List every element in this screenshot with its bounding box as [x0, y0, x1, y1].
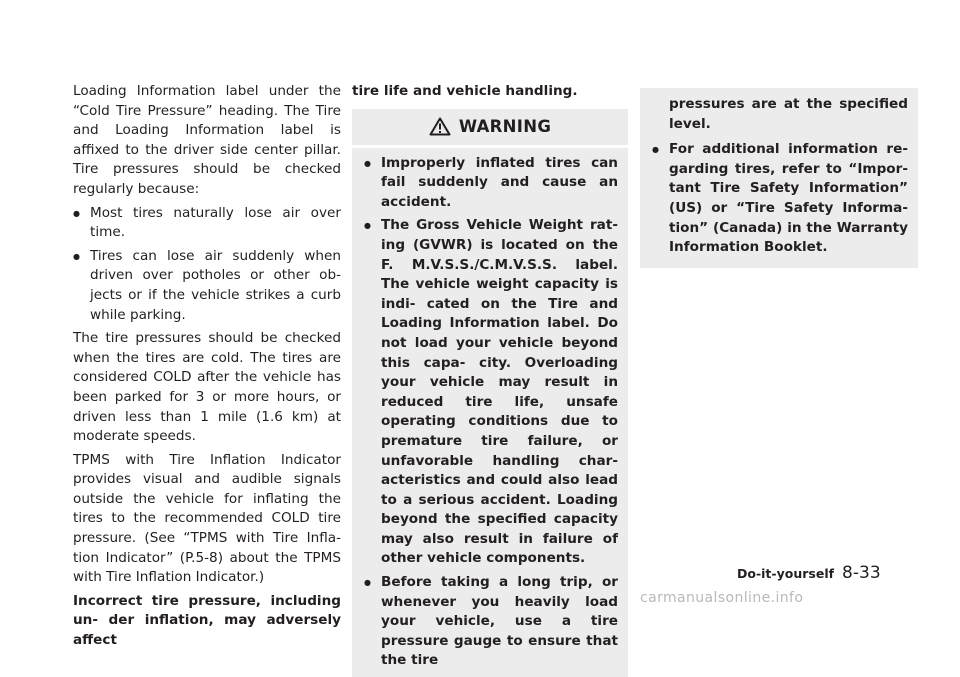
section-title: Do-it-yourself: [737, 566, 835, 581]
warning-list: [652, 140, 908, 258]
warning-triangle-icon: [429, 117, 451, 136]
page-footer: [737, 563, 881, 583]
column-right: [640, 82, 918, 268]
warning-item: ● The Gross Vehicle Weight rat- ing (GVWR) is located on the F. M.V.S.S./C.M.V.S.S. label. The vehicle weight capacity is indi- cated on the Tire and Loading Information label. Do not load your vehicle beyond this capa- city. Overloading your vehicle may result in reduced tire life, unsafe operating conditions due to premature tire failure, or unfavorable handling char- acteristics and could also lead to a serious accident. Loading beyond the specified capacity may also result in failure of other vehicle components.: [364, 216, 618, 569]
warning-header: [352, 109, 628, 145]
bullet-list: [73, 204, 341, 326]
list-item: ● Most tires naturally lose air over time.: [73, 204, 341, 243]
warning-box: [352, 148, 628, 677]
watermark: carmanualsonline.info: [640, 590, 804, 606]
page-number: 8-33: [842, 563, 881, 583]
warning-item: ● Before taking a long trip, or whenever you heavily load your vehicle, use a tire pressure gauge to ensure that the tire: [364, 573, 618, 671]
column-middle: [352, 82, 628, 677]
warning-item: ● Improperly inflated tires can fail suddenly and cause an accident.: [364, 154, 618, 213]
column-left: [73, 82, 341, 655]
warning-box-continued: [640, 88, 918, 268]
paragraph-bold: Incorrect tire pressure, including un- der inflation, may adversely affect: [73, 592, 341, 649]
warning-list: [364, 154, 618, 671]
list-item: ● Tires can lose air suddenly when driven over potholes or other ob- jects or if the vehicle strikes a curb while parking.: [73, 247, 341, 325]
warning-continuation: pressures are at the specified level.: [669, 96, 908, 132]
paragraph-bold: tire life and vehicle handling.: [352, 83, 578, 99]
paragraph: Loading Information label under the “Cold Tire Pressure” heading. The Tire and Loading Information label is affixed to the driver side center pillar. Tire pressures should be checked regularly because:: [73, 83, 341, 197]
warning-item: ● For additional information re- garding tires, refer to “Impor- tant Tire Safety Information” (US) or “Tire Safety Informa- tion” (Canada) in the Warranty Information Booklet.: [652, 140, 908, 258]
paragraph: The tire pressures should be checked when the tires are cold. The tires are considered COLD after the vehicle has been parked for 3 or more hours, or driven less than 1 mile (1.6 km) at moderate speeds.: [73, 330, 341, 445]
paragraph: TPMS with Tire Inflation Indicator provides visual and audible signals outside the vehicle for inflating the tires to the recommended COLD tire pressure. (See “TPMS with Tire Infla- tion Indicator” (P.5-8) about the TPMS with Tire Inflation Indicator.): [73, 451, 341, 586]
warning-title: WARNING: [458, 116, 552, 136]
